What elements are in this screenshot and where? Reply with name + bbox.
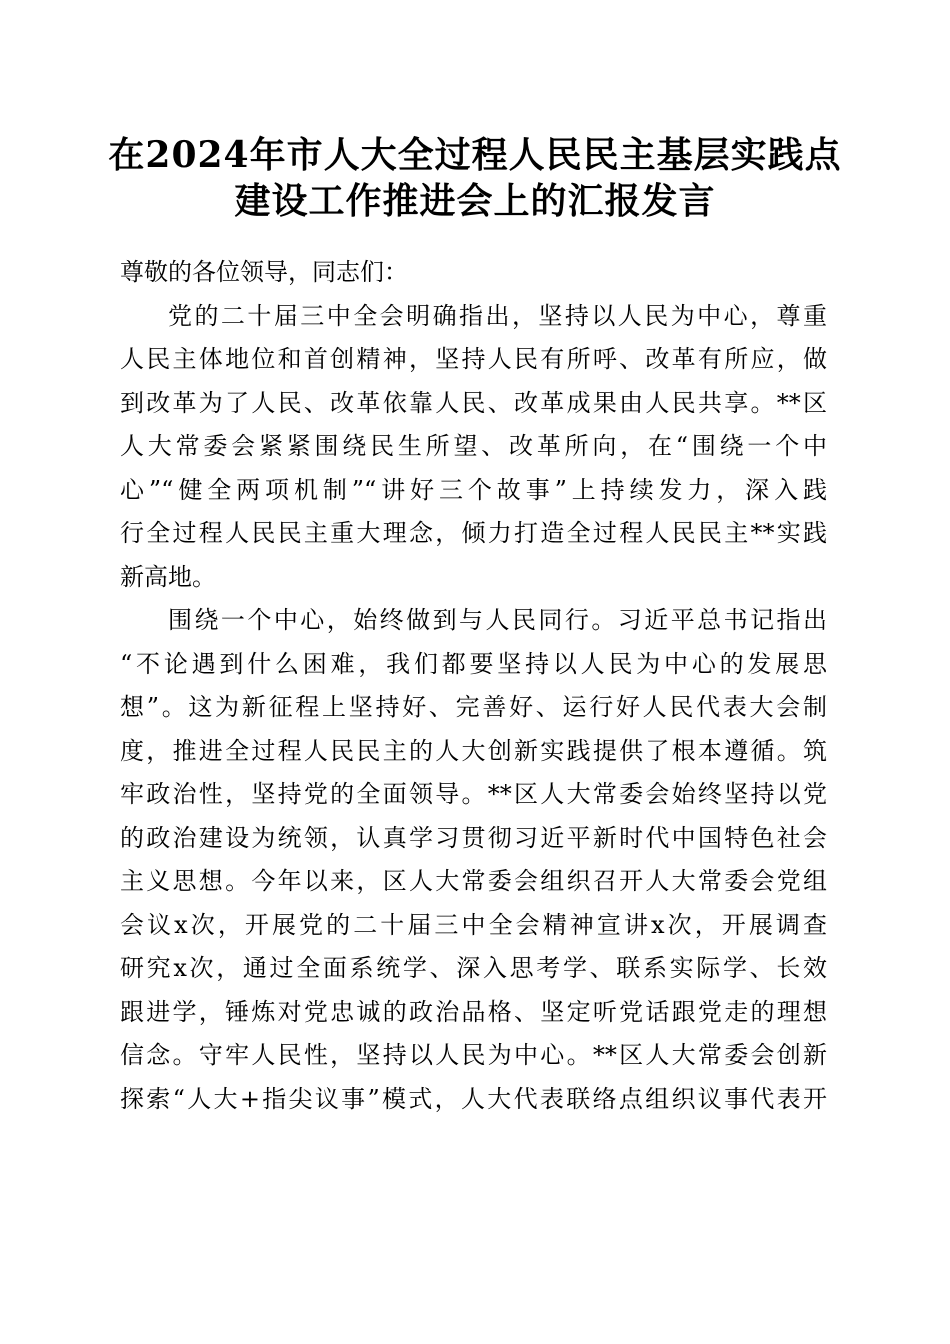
document-title [80,132,870,224]
paragraph-1 [120,295,827,600]
title-line-2: 建设工作推进会上的汇报发言 [234,180,716,222]
paragraph-line: 研究x次，通过全面系统学、深入思考学、联系实际学、长效 [120,954,827,982]
paragraph-line: 主义思想。今年以来，区人大常委会组织召开人大常委会党组 [120,867,827,895]
paragraph-line: 新高地。 [120,562,216,591]
paragraph-line: 到改革为了人民、改革依靠人民、改革成果由人民共享。**区 [120,388,827,417]
paragraph-line: 党的二十届三中全会明确指出，坚持以人民为中心，尊重 [168,301,827,330]
paragraph-line: 会议x次，开展党的二十届三中全会精神宣讲x次，开展调查 [120,910,827,939]
paragraph-line: 度，推进全过程人民民主的人大创新实践提供了根本遵循。筑 [120,736,827,765]
paragraph-line: 的政治建设为统领，认真学习贯彻习近平新时代中国特色社会 [120,823,827,852]
paragraph-line: 人民主体地位和首创精神，坚持人民有所呼、改革有所应，做 [120,345,827,373]
salutation: 尊敬的各位领导，同志们： [120,258,408,286]
paragraph-line: 行全过程人民民主重大理念，倾力打造全过程人民民主**实践 [120,519,827,547]
title-line-1: 在2024年市人大全过程人民民主基层实践点 [108,134,842,176]
paragraph-line: 心”“健全两项机制”“讲好三个故事”上持续发力，深入践 [120,475,827,504]
paragraph-line: 信念。守牢人民性，坚持以人民为中心。**区人大常委会创新 [120,1041,827,1069]
paragraph-2 [120,599,827,1121]
paragraph-line: “不论遇到什么困难，我们都要坚持以人民为中心的发展思 [120,649,827,678]
paragraph-line: 人大常委会紧紧围绕民生所望、改革所向，在“围绕一个中 [120,432,827,460]
paragraph-line: 想”。这为新征程上坚持好、完善好、运行好人民代表大会制 [120,693,827,721]
paragraph-line: 跟进学，锤炼对党忠诚的政治品格、坚定听党话跟党走的理想 [120,997,827,1026]
paragraph-line: 围绕一个中心，始终做到与人民同行。习近平总书记指出 [168,606,827,634]
paragraph-line: 探索“人大+指尖议事”模式，人大代表联络点组织议事代表开 [120,1084,827,1113]
paragraph-line: 牢政治性，坚持党的全面领导。**区人大常委会始终坚持以党 [120,780,827,808]
document-body [120,251,827,1121]
